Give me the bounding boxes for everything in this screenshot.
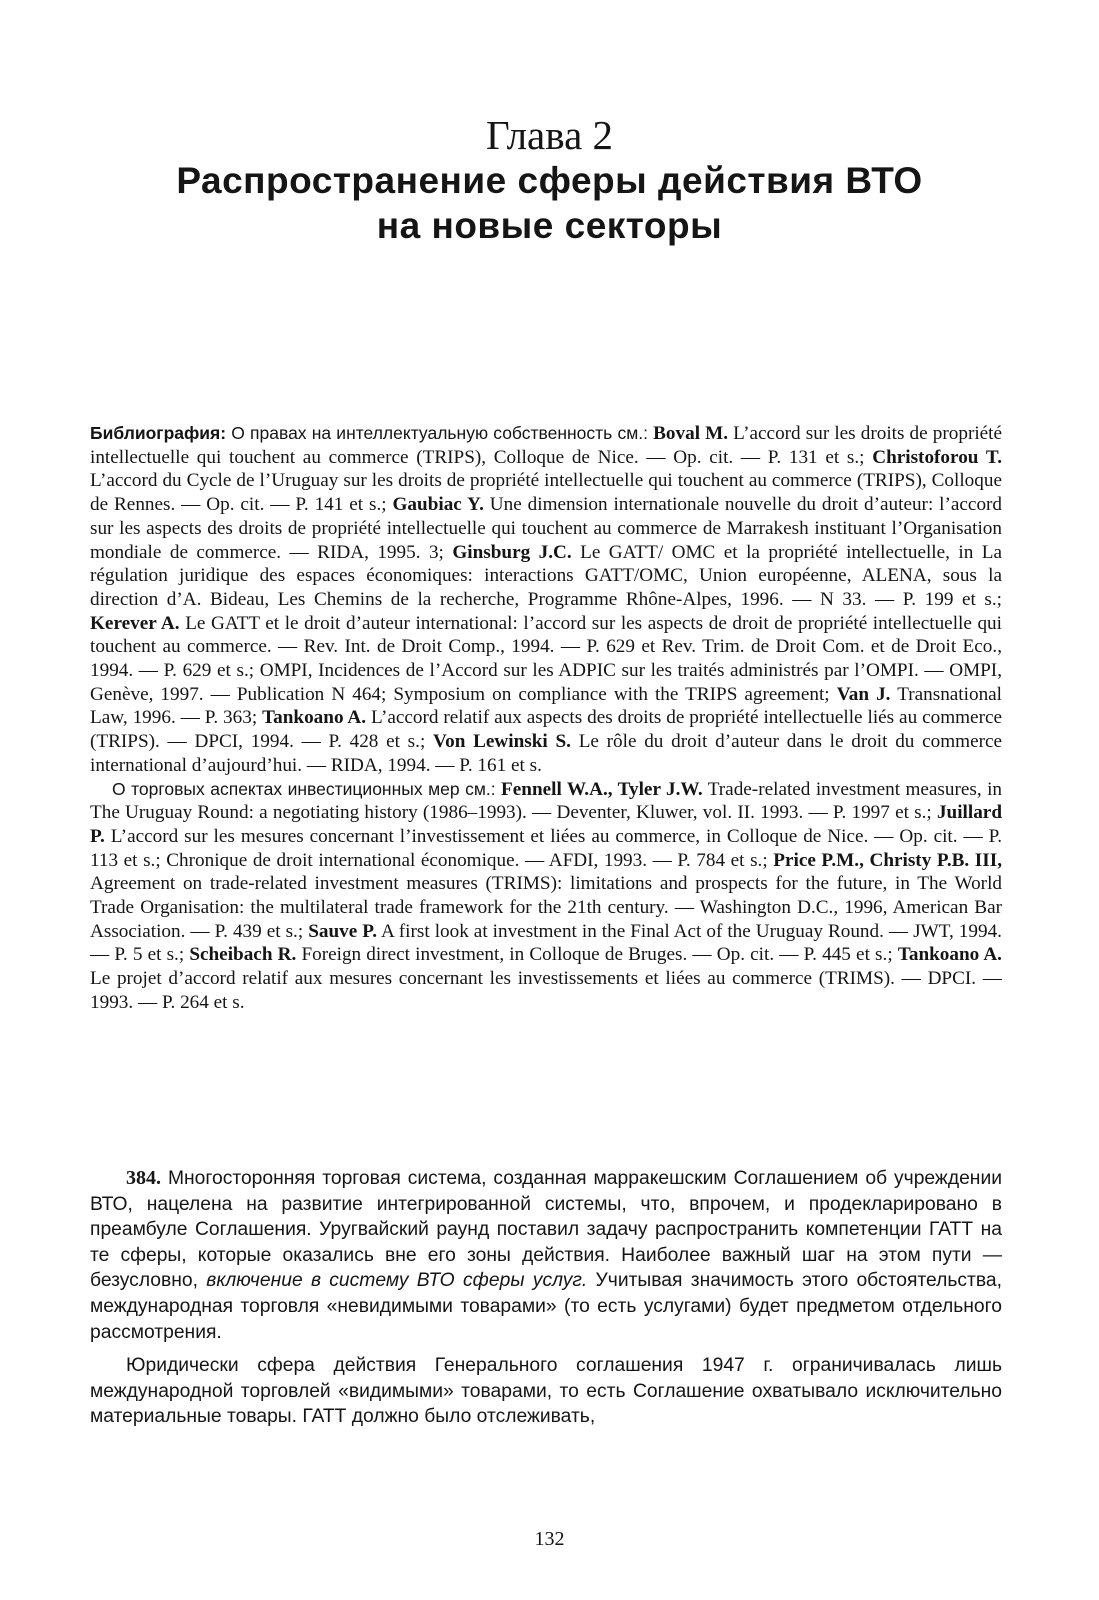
author-name: Tankoano A.	[897, 944, 1002, 966]
bibliography-paragraph	[90, 422, 1002, 778]
author-name: Tankoano A.	[262, 707, 367, 729]
citation-text: Le rôle du droit d’auteur dans le droit du commerce international d’aujourd’hui. — RIDA, 1994. — P. 161 et s.	[90, 731, 1003, 776]
body-text-run: Многосторонняя торговая система, созданная марракешским Соглашением об учреждении ВТО, нацелена на развитие интегрированной системы, что, впрочем, и продекларировано в преамбуле Соглашения. Уругвайский раунд поставил задачу распространить компетенции ГАТТ на те сферы, которые оказались вне его зоны действия. Наиболее важный шаг на этом пути — безусловно,	[90, 1168, 1002, 1292]
citation-text: A first look at investment in the Final Act of the Uruguay Round. — JWT, 1994. — P. 5 et s.;	[90, 920, 1002, 966]
citation-text: Le projet d’accord relatif aux mesures concernant les investissements et liées au commerce (TRIMS). — DPCI. — 1993. — P. 264 et s.	[90, 968, 1002, 1013]
chapter-label: Глава 2	[485, 112, 614, 158]
citation-text: Une dimension internationale nouvelle du droit d’auteur: l’accord sur les aspects des droits de propriété intellectuelle qui touchent au commerce de Marrakesh instituant l’Organisation mondiale de commerce. — RIDA, 1995. 3;	[90, 494, 1003, 563]
author-name: Juillard P.	[90, 802, 1002, 847]
chapter-title-line: Распространение сферы действия ВТО	[176, 160, 923, 201]
author-name: Scheibach R.	[189, 944, 297, 966]
chapter-title-line: на новые секторы	[376, 205, 723, 246]
author-name: Von Lewinski S.	[433, 731, 571, 753]
body-paragraph: Юридически сфера действия Генерального соглашения 1947 г. ограничивалась лишь международной торговлей «видимыми» товарами, то есть Соглашение охватывало исключительно материальные товары. ГАТТ должно было отслеживать,	[90, 1355, 1002, 1428]
bibliography-intro: О торговых аспектах инвестиционных мер см.:	[112, 778, 496, 799]
chapter-header	[0, 112, 1099, 248]
author-name: Price P.M., Christy P.B. III,	[773, 849, 1002, 871]
bibliography-paragraph	[90, 778, 1002, 1015]
citation-text: Le GATT/ OMC et la propriété intellectuelle, in La régulation juridique des espaces économiques: interactions GATT/OMC, Union européenne, ALENA, sous la direction d’A. Bideau, Les Chemins de la recherche, Programme Rhône-Alpes, 1996. — N 33. — P. 199 et s.;	[90, 541, 1003, 610]
bibliography-label: Библиография:	[90, 423, 227, 443]
main-text	[90, 1166, 1002, 1430]
citation-text: Le GATT et le droit d’auteur international: l’accord sur les aspects de droit de propriété intellectuelle qui touchent au commerce. — Rev. Int. de Droit Comp., 1994. — P. 629 et Rev. Trim. de Droit Com. et de Droit Eco., 1994. — P. 629 et s.; OMPI, Incidences de l’Accord sur les ADPIC sur les traités administrés par l’OMPI. — OMPI, Genève, 1997. — Publication N 464; Symposium on compliance with the TRIPS agreement;	[90, 612, 1002, 705]
citation-text: L’accord du Cycle de l’Uruguay sur les droits de propriété intellectuelle qui touchent au commerce (TRIPS), Colloque de Rennes. — Op. cit. — P. 141 et s.;	[90, 470, 1002, 516]
bibliography-entries	[90, 423, 1002, 776]
author-name: Christoforou T.	[872, 446, 1002, 468]
bibliography-intro: О правах на интеллектуальную собственность см.:	[231, 423, 648, 443]
bibliography-entries	[90, 779, 1002, 1013]
bibliography-section	[90, 422, 1002, 1015]
author-name: Ginsburg J.C.	[452, 541, 572, 563]
body-paragraph	[90, 1166, 1002, 1345]
body-emphasis: включение в систему ВТО сферы услуг.	[206, 1270, 588, 1292]
author-name: Kerever A.	[90, 612, 180, 634]
page-number: 132	[534, 1528, 565, 1550]
citation-text: L’accord relatif aux aspects des droits de propriété intellectuelle liés au commerce (TRIPS). — DPCI, 1994. — P. 428 et s.;	[90, 707, 1002, 753]
citation-text: L’accord sur les mesures concernant l’investissement et liées au commerce, in Colloque de Nice. — Op. cit. — P. 113 et s.; Chronique de droit international économique. — AFDI, 1993. — P. 784 et s.;	[90, 825, 1002, 871]
chapter-title	[0, 158, 1099, 248]
citation-text: Transnational Law, 1996. — P. 363;	[90, 683, 1003, 729]
citation-text: Agreement on trade-related investment measures (TRIMS): limitations and prospects for the future, in The World Trade Organisation: the multilateral trade framework for the 21th century. — Washington D.C., 1996, American Bar Association. — P. 439 et s.;	[90, 873, 1002, 942]
citation-text: Foreign direct investment, in Colloque de Bruges. — Op. cit. — P. 445 et s.;	[301, 944, 893, 966]
author-name: Boval M.	[653, 423, 729, 444]
author-name: Gaubiac Y.	[392, 494, 484, 516]
author-name: Sauve P.	[308, 920, 378, 942]
body-text-run: Учитывая значимость этого обстоятельства, международная торговля «невидимыми товарами» (то есть услугами) будет предметом отдельного рассмотрения.	[90, 1270, 1002, 1343]
paragraph-number: 384.	[126, 1167, 161, 1189]
citation-text: Trade-related investment measures, in The Uruguay Round: a negotiating history (1986–1993). — Deventer, Kluwer, vol. II. 1993. — P. 1997 et s.;	[90, 778, 1002, 824]
citation-text: L’accord sur les droits de propriété intellectuelle qui touchent au commerce (TRIPS), Colloque de Nice. — Op. cit. — P. 131 et s.;	[90, 423, 1003, 468]
author-name: Van J.	[836, 683, 891, 705]
author-name: Fennell W.A., Tyler J.W.	[501, 778, 703, 800]
